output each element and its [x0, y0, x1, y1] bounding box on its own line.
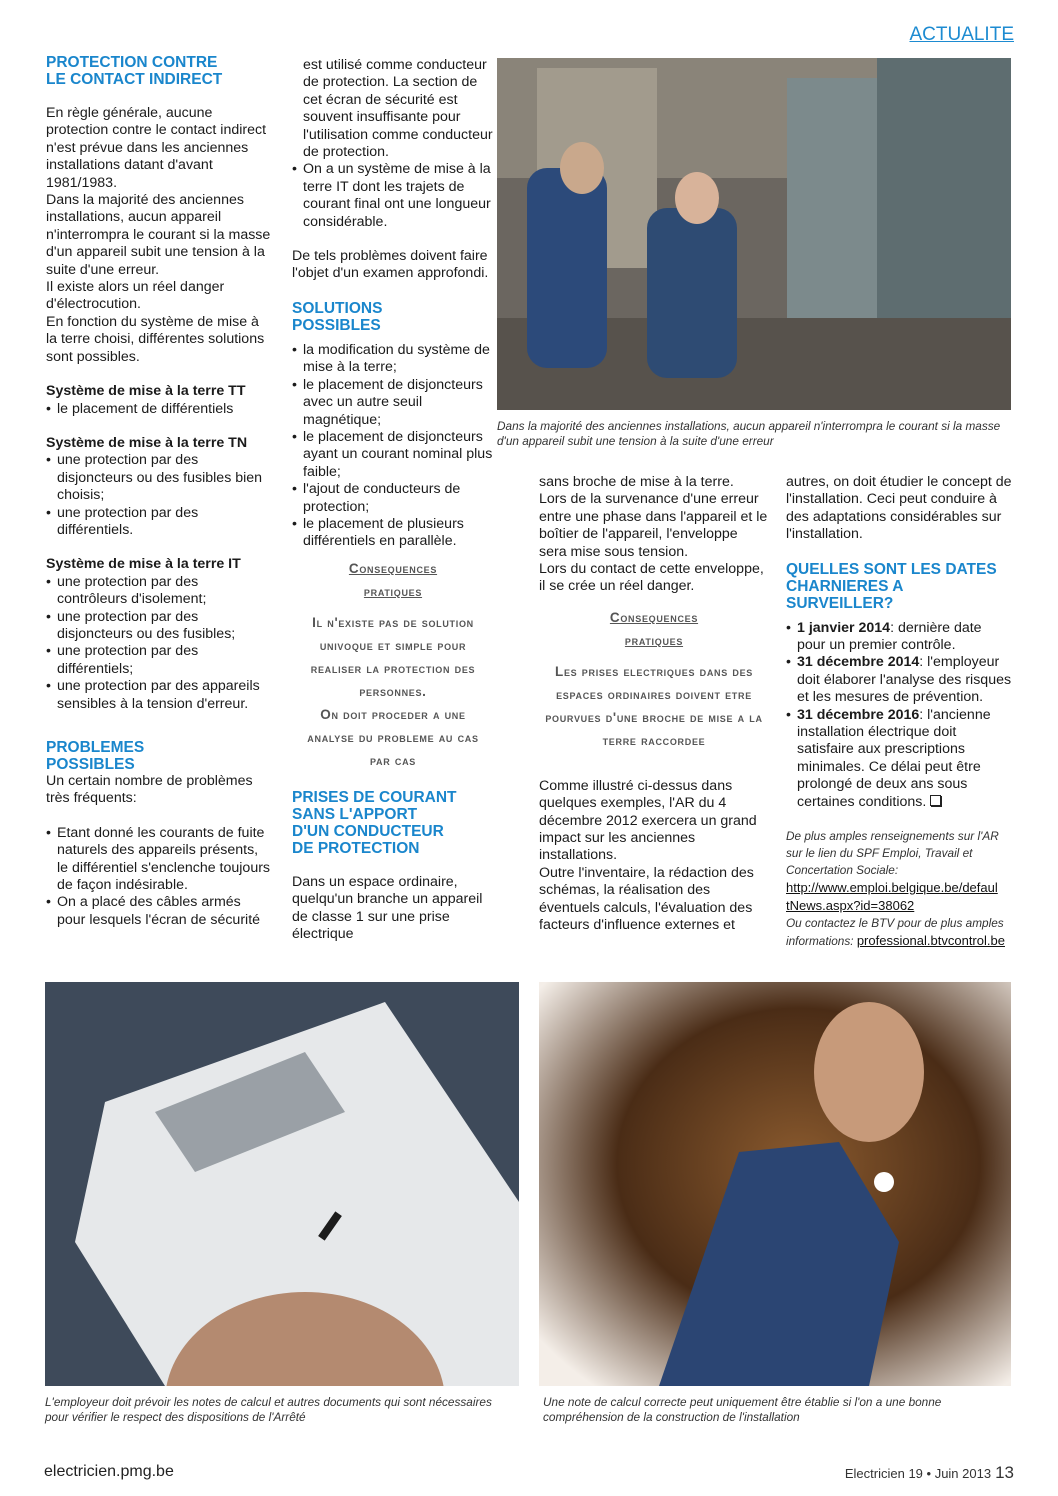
list-item: [786, 654, 1012, 706]
paragraph: Outre l'inventaire, la rédaction des schémas, la réalisation des éventuels calculs, l'évaluation des facteurs d'influence externes et: [539, 864, 754, 934]
link-spf-2[interactable]: tNews.aspx?id=38062: [786, 898, 915, 914]
page-number: 13: [995, 1463, 1014, 1482]
list-problemes: [46, 825, 272, 929]
consequences-block: [539, 606, 769, 752]
list-problemes-cont: [292, 161, 494, 231]
column-2: [292, 57, 494, 943]
date-text: : l'ancienne installation électrique doit satisfaire aux prescriptions minimales. Ce délai peut être prolongé de deux ans sous certaines conditions.: [797, 706, 991, 810]
paragraph: En règle générale, aucune protection contre le contact indirect n'est prévue dans les anciennes installations datant d'avant 1981/1983.: [46, 105, 267, 191]
paragraph: De tels problèmes doivent faire l'objet d'un examen approfondi.: [292, 248, 489, 282]
subheading-tn: Système de mise à la terre TN: [46, 434, 248, 451]
list-it: [46, 574, 272, 713]
consequences-title-2: pratiques: [624, 632, 684, 648]
consequences-title: Consequences: [348, 560, 438, 576]
list-item: • une protection par des disjoncteurs ou des fusibles;: [46, 609, 272, 644]
heading-solutions-2: POSSIBLES: [292, 316, 381, 334]
heading-problemes-2: POSSIBLES: [46, 756, 135, 773]
photo-clipboard: [45, 982, 519, 1386]
heading-prises-4: DE PROTECTION: [292, 839, 420, 857]
paragraph: Lors de la survenance d'une erreur entre une phase dans l'appareil et le boîtier de l'appareil, l'enveloppe sera mise sous tension.: [539, 491, 768, 560]
consequences-block: [292, 557, 494, 772]
date-text: : dernière date pour un premier contrôle.: [797, 619, 982, 654]
list-item: [786, 620, 1012, 655]
paragraph: Comme illustré ci-dessus dans quelques exemples, l'AR du 4 décembre 2012 exercera un grand impact sur les anciennes installations.: [539, 777, 757, 864]
date-text: : l'employeur doit élaborer l'analyse des risques et les mesures de prévention.: [797, 654, 1012, 706]
heading-problemes: PROBLEMES: [46, 739, 145, 756]
heading-prises-3: D'UN CONDUCTEUR: [292, 822, 444, 840]
info-text-2: Ou contactez le BTV pour de plus amples informations: professional.btvcontrol.be: [786, 916, 1005, 949]
caption-top-photo: Dans la majorité des anciennes installations, aucun appareil n'interrompra le courant si la masse d'un appareil subit une tension à la suite d'une erreur: [497, 419, 1001, 448]
paragraph: autres, on doit étudier le concept de l'installation. Ceci peut conduire à des adaptations considérables sur l'installation.: [786, 474, 1012, 543]
list-item: • une protection par des appareils sensibles à la tension d'erreur.: [46, 678, 272, 713]
consequences-title-2: pratiques: [363, 583, 423, 599]
list-item: • le placement de plusieurs différentiels en parallèle.: [292, 516, 494, 551]
paragraph: est utilisé comme conducteur de protection. La section de cet écran de sécurité est souvent insuffisante pour l'utilisation comme conducteur de protection.: [303, 57, 493, 161]
list-item: • Etant donné les courants de fuite naturels des appareils présents, le différentiel s'enclenche toujours de façon indésirable.: [46, 825, 272, 895]
list-item: • la modification du système de mise à la terre;: [292, 342, 494, 377]
heading-protection: PROTECTION CONTRE: [46, 54, 218, 71]
list-item: • l'ajout de conducteurs de protection;: [292, 481, 494, 516]
list-item: • une protection par des différentiels;: [46, 643, 272, 678]
paragraph: Un certain nombre de problèmes très fréquents:: [46, 773, 253, 807]
paragraph: En fonction du système de mise à la terre choisi, différentes solutions sont possibles.: [46, 313, 265, 365]
end-mark-icon: [930, 795, 941, 806]
paragraph: Lors du contact de cette enveloppe, il se crée un réel danger.: [539, 561, 764, 595]
column-3: [539, 474, 769, 935]
section-label: ACTUALITE: [909, 24, 1014, 45]
list-item: • le placement de différentiels: [46, 401, 272, 418]
info-block: [786, 828, 1012, 950]
caption-bottom-left: L'employeur doit prévoir les notes de calcul et autres documents qui sont nécessaires pour vérifier le respect des dispositions de l'Arrêté: [45, 1395, 492, 1424]
paragraph: Dans la majorité des anciennes installations, aucun appareil n'interrompra le courant si la masse d'un appareil subit une tension à la suite d'une erreur.: [46, 192, 271, 278]
heading-dates: QUELLES SONT LES DATES: [786, 560, 997, 578]
paragraph: sans broche de mise à la terre.: [539, 474, 734, 490]
photo-flashlight: [539, 982, 1011, 1386]
info-text: De plus amples renseignements sur l'AR sur le lien du SPF Emploi, Travail et Concertation Sociale:: [786, 829, 999, 878]
link-spf[interactable]: http://www.emploi.belgique.be/defaul: [786, 880, 998, 896]
subheading-it: Système de mise à la terre IT: [46, 556, 241, 573]
consequences-text: On doit proceder a une analyse du probleme au cas par cas: [307, 706, 479, 768]
list-tt: [46, 401, 272, 418]
photo-electricians: [497, 58, 1011, 410]
heading-prises-2: SANS L'APPORT: [292, 805, 418, 823]
caption-bottom-right: Une note de calcul correcte peut uniquement être établie si l'on a une bonne compréhension de la construction de l'installation: [543, 1395, 942, 1424]
consequences-text: Les prises electriques dans des espaces ordinaires doivent etre pourvues d'une broche de mise a la terre raccordee: [545, 663, 763, 748]
consequences-text: Il n'existe pas de solution univoque et simple pour realiser la protection des personnes.: [310, 614, 476, 699]
list-dates: [786, 620, 1012, 811]
heading-solutions: SOLUTIONS: [292, 299, 383, 317]
list-item: [786, 707, 1012, 811]
paragraph: Dans un espace ordinaire, quelqu'un branche un appareil de classe 1 sur une prise électrique: [292, 873, 483, 942]
list-item: • On a un système de mise à la terre IT dont les trajets de courant final ont une longueur considérable.: [292, 161, 494, 231]
paragraph: Il existe alors un réel danger d'électrocution.: [46, 279, 225, 313]
column-1: [46, 54, 272, 929]
list-item: • On a placé des câbles armés pour lesquels l'écran de sécurité: [46, 894, 272, 929]
list-item: • une protection par des contrôleurs d'isolement;: [46, 574, 272, 609]
date-label: 31 décembre 2014: [797, 654, 920, 671]
consequences-title: Consequences: [609, 609, 699, 625]
heading-protection-2: LE CONTACT INDIRECT: [46, 71, 223, 88]
date-label: 31 décembre 2016: [797, 706, 920, 723]
list-tn: [46, 452, 272, 539]
date-label: 1 janvier 2014: [797, 619, 891, 636]
heading-prises: PRISES DE COURANT: [292, 788, 457, 806]
footer-site: electricien.pmg.be: [44, 1463, 174, 1480]
list-item: • une protection par des différentiels.: [46, 505, 272, 540]
column-4: [786, 474, 1012, 950]
footer-issue: Electricien 19 • Juin 2013 13: [844, 1463, 1014, 1482]
list-item: • une protection par des disjoncteurs ou des fusibles bien choisis;: [46, 452, 272, 504]
link-btv[interactable]: professional.btvcontrol.be: [856, 933, 1005, 949]
subheading-tt: Système de mise à la terre TT: [46, 383, 246, 400]
list-solutions: [292, 342, 494, 551]
list-item: • le placement de disjoncteurs avec un autre seuil magnétique;: [292, 377, 494, 429]
list-item: • le placement de disjoncteurs ayant un courant nominal plus faible;: [292, 429, 494, 481]
heading-dates-2: CHARNIERES A SURVEILLER?: [786, 577, 903, 612]
